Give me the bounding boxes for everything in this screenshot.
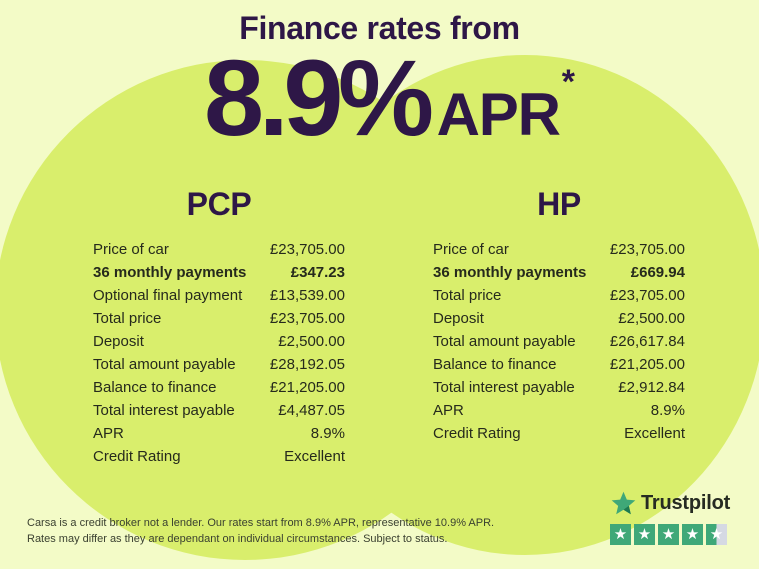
row-label: Credit Rating [433, 425, 521, 442]
table-row [433, 238, 685, 261]
table-row [93, 399, 345, 422]
banner-title: Finance rates from [239, 10, 520, 46]
trustpilot-badge [610, 489, 735, 545]
row-label: Credit Rating [93, 448, 181, 465]
disclaimer-line-1: Carsa is a credit broker not a lender. Our rates start from 8.9% APR, representative 10.9% APR. [27, 517, 495, 529]
full-star-box-icon [658, 524, 679, 545]
row-label: Total interest payable [93, 402, 235, 419]
table-row [433, 261, 685, 284]
trustpilot-wordmark: Trustpilot [641, 491, 731, 514]
row-label: APR [93, 425, 124, 442]
hp-table-rows [433, 238, 685, 445]
star-icon: ★ [709, 525, 724, 543]
table-row [433, 422, 685, 445]
apr-label: APR [436, 81, 560, 148]
row-label: Deposit [93, 333, 144, 350]
disclaimer-line-2: Rates may differ as they are dependant on individual circumstances. Subject to status. [27, 532, 448, 545]
row-label: Total price [93, 310, 162, 327]
table-row [93, 330, 345, 353]
table-row [93, 238, 345, 261]
star-icon: ★ [661, 525, 676, 543]
row-label: Price of car [433, 241, 509, 258]
row-label: Total amount payable [433, 333, 576, 350]
half-star-box-icon [706, 524, 727, 545]
row-value: £23,705.00 [609, 287, 685, 304]
table-row [433, 376, 685, 399]
table-row [93, 353, 345, 376]
row-value: 8.9% [310, 425, 345, 442]
table-row [93, 445, 345, 468]
table-row [93, 422, 345, 445]
table-row [93, 376, 345, 399]
hp-table [433, 188, 685, 445]
table-row [433, 399, 685, 422]
row-label: Optional final payment [93, 287, 243, 304]
row-value: £2,500.00 [618, 310, 685, 327]
row-label: Total amount payable [93, 356, 236, 373]
row-value: £26,617.84 [609, 333, 685, 350]
row-value: Excellent [624, 425, 685, 442]
row-label: APR [433, 402, 464, 419]
star-icon: ★ [685, 525, 700, 543]
table-row [433, 353, 685, 376]
star-icon: ★ [613, 525, 628, 543]
table-row [93, 261, 345, 284]
table-row [93, 307, 345, 330]
row-value: £669.94 [630, 264, 685, 281]
table-row [433, 307, 685, 330]
row-value: Excellent [284, 448, 345, 465]
row-label: Price of car [93, 241, 169, 258]
row-label: Total price [433, 287, 502, 304]
row-value: £347.23 [290, 264, 345, 281]
star-icon: ★ [637, 525, 652, 543]
table-row [93, 284, 345, 307]
row-value: £4,487.05 [278, 402, 345, 419]
row-label: 36 monthly payments [93, 264, 247, 281]
table-row [433, 284, 685, 307]
full-star-box-icon [610, 524, 631, 545]
hp-table-title: HP [537, 186, 581, 222]
row-value: £23,705.00 [269, 241, 345, 258]
row-value: £2,912.84 [618, 379, 685, 396]
row-label: Balance to finance [433, 356, 557, 373]
row-value: 8.9% [650, 402, 685, 419]
row-label: Balance to finance [93, 379, 217, 396]
trustpilot-rating-stars [610, 524, 735, 545]
apr-asterisk: * [561, 63, 575, 101]
disclaimer-text [27, 516, 602, 547]
apr-headline [10, 37, 759, 158]
row-value: £21,205.00 [269, 379, 345, 396]
table-row [433, 330, 685, 353]
trustpilot-star-icon [610, 490, 637, 517]
row-value: £28,192.05 [269, 356, 345, 373]
full-star-box-icon [682, 524, 703, 545]
row-label: Total interest payable [433, 379, 575, 396]
row-label: Deposit [433, 310, 484, 327]
trustpilot-logo-row [610, 489, 735, 517]
pcp-table [93, 188, 345, 468]
full-star-box-icon [634, 524, 655, 545]
row-value: £23,705.00 [609, 241, 685, 258]
row-label: 36 monthly payments [433, 264, 587, 281]
pcp-table-title: PCP [186, 186, 252, 222]
row-value: £21,205.00 [609, 356, 685, 373]
pcp-table-rows [93, 238, 345, 468]
row-value: £2,500.00 [278, 333, 345, 350]
row-value: £23,705.00 [269, 310, 345, 327]
row-value: £13,539.00 [269, 287, 345, 304]
apr-rate-value: 8.9% [204, 37, 429, 158]
